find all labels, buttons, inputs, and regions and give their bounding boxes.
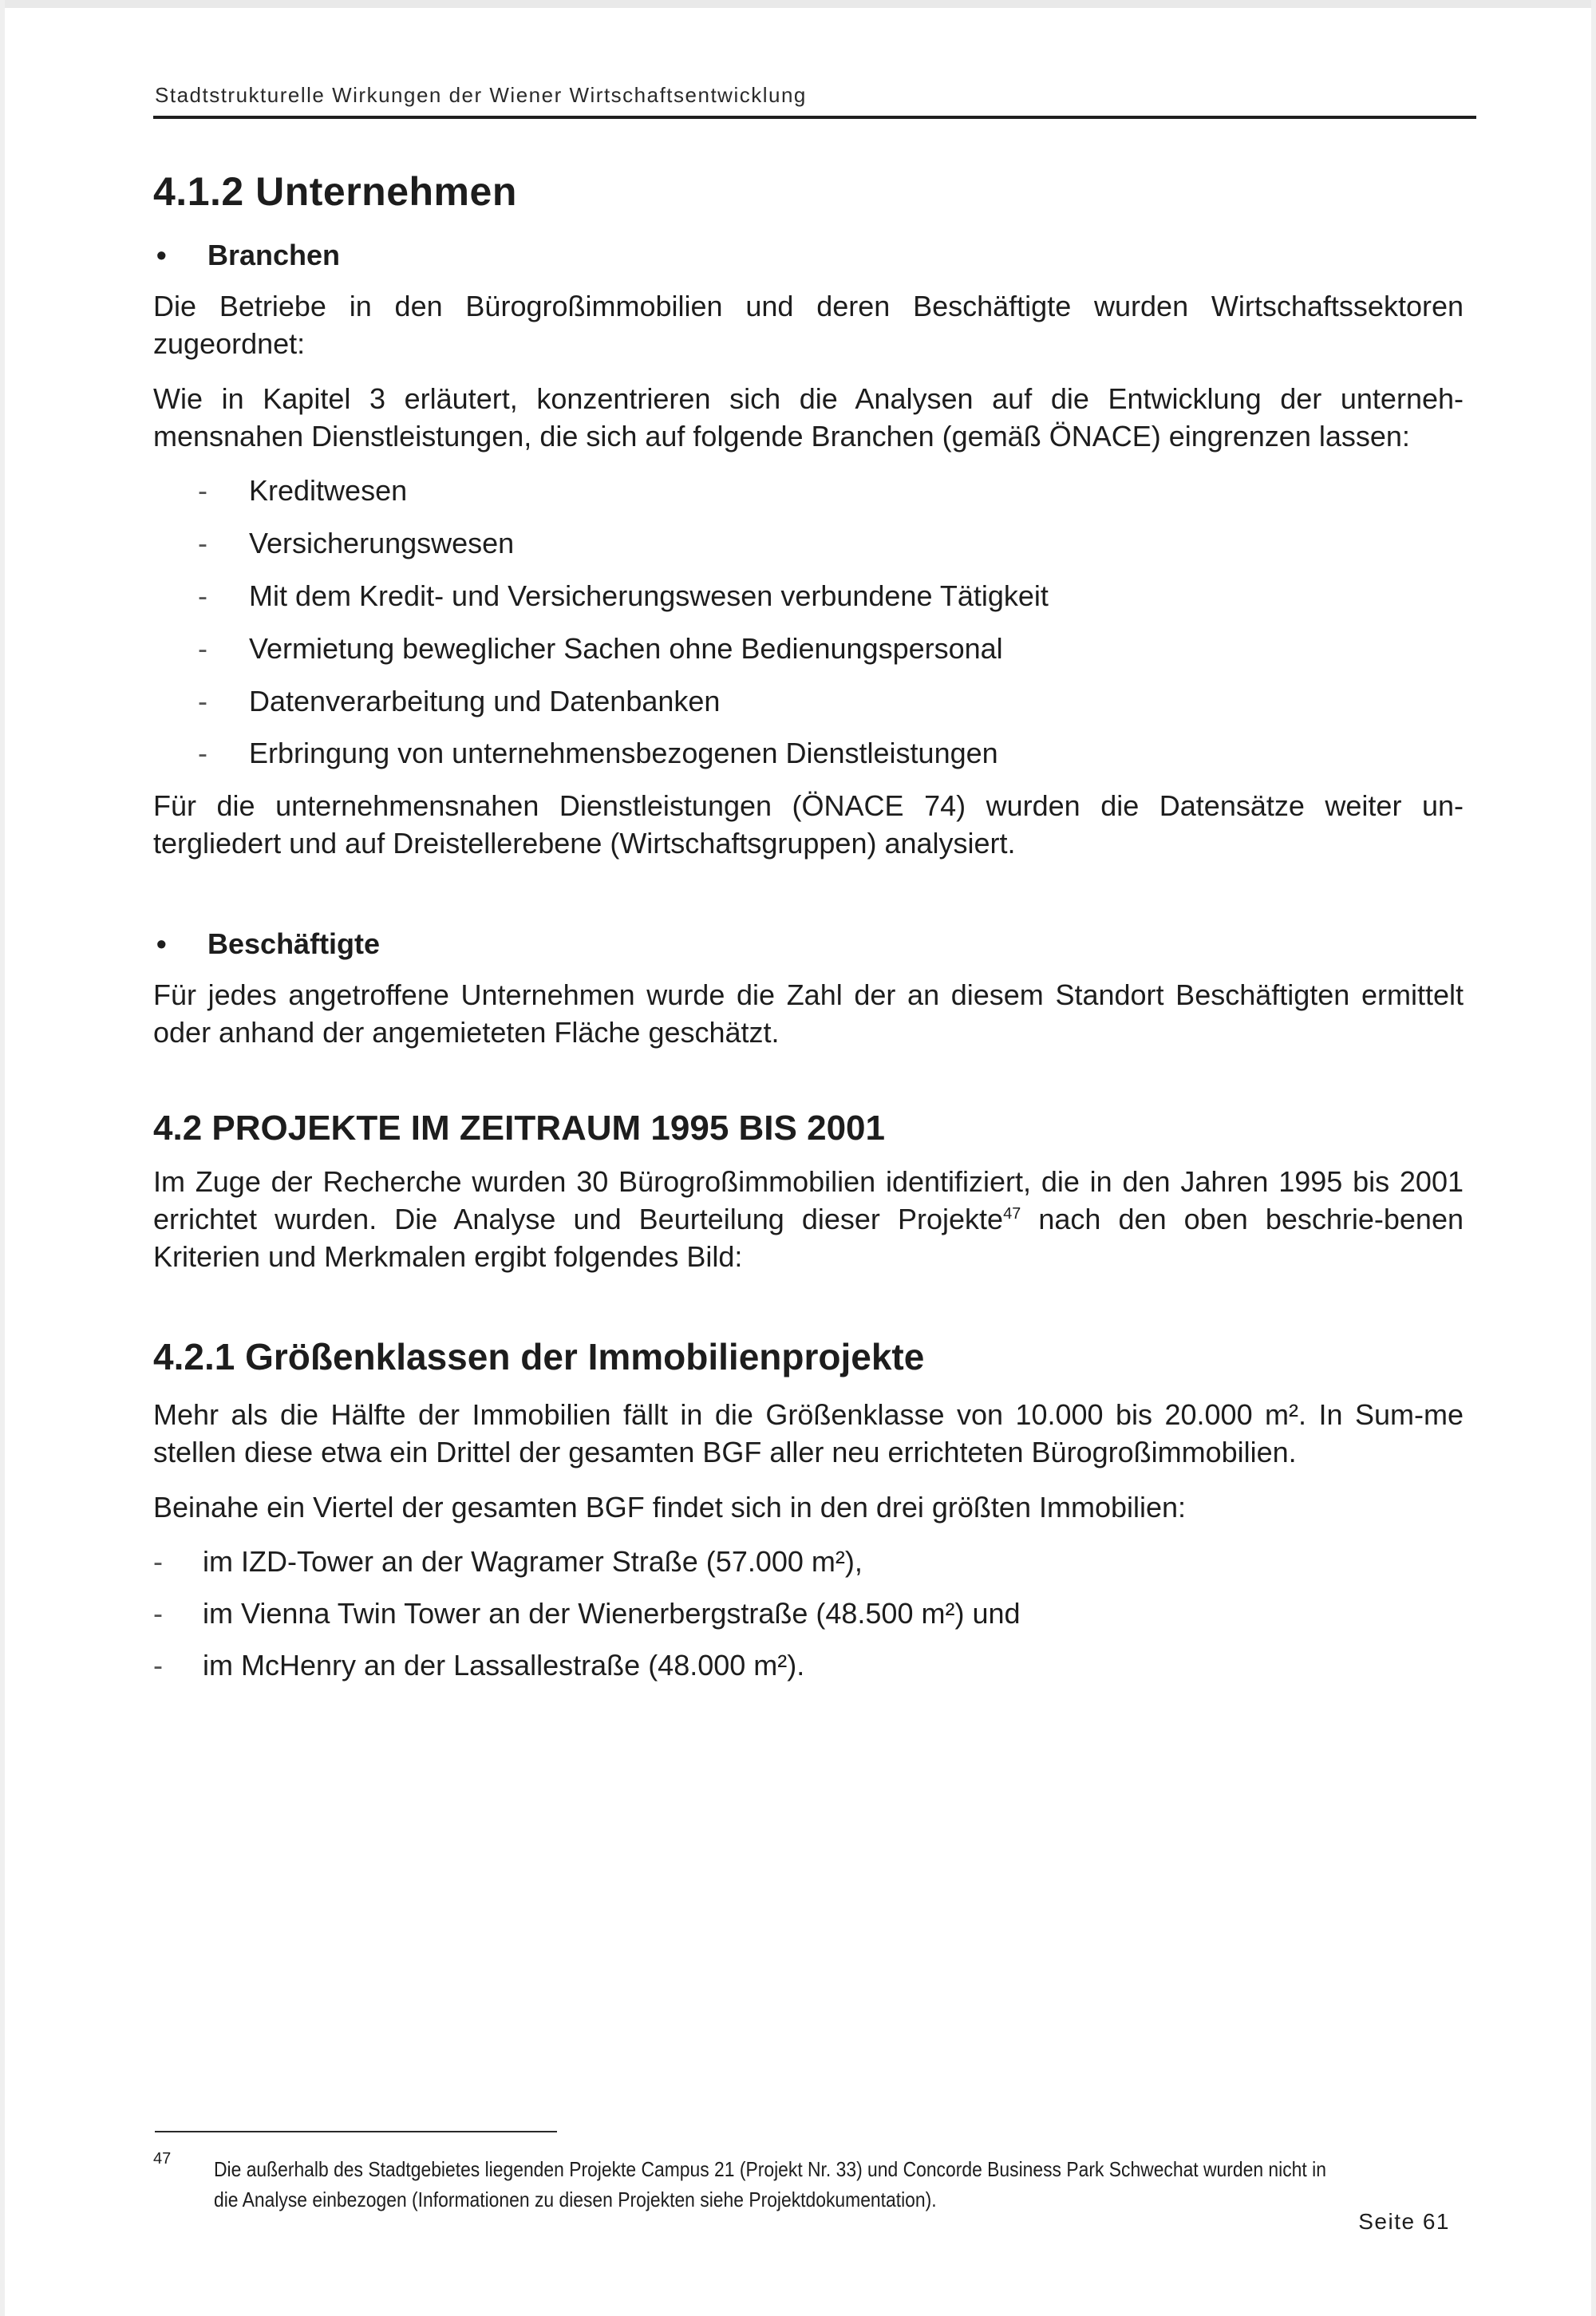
paragraph: Beinahe ein Viertel der gesamten BGF findet sich in den drei größten Immobilien: [153,1490,1187,1524]
list-item: - Vermietung beweglicher Sachen ohne Bedienungspersonal [198,630,1464,668]
list-item: - Mit dem Kredit- und Versicherungswesen verbundene Tätigkeit [198,578,1464,615]
footnote-reference: 47 [1003,1205,1021,1223]
footnote-rule [155,2131,557,2132]
scan-edge-left [0,0,5,2316]
scan-edge-right [1591,0,1596,2316]
largest-buildings-list [153,1543,1464,1684]
list-item: - im IZD-Tower an der Wagramer Straße (57.000 m²), [153,1543,1464,1581]
footnote [153,2150,1478,2215]
list-item: - im McHenry an der Lassallestraße (48.000 m²). [153,1647,1464,1685]
bullet-heading-beschaeftigte [153,927,1464,961]
paragraph: Für die unternehmensnahen Dienstleistungen (ÖNACE 74) wurden die Datensätze weiter un-tergliedert und auf Dreistellerebene (Wirtschaftsgruppen) analysiert. [153,789,1464,860]
page-number: Seite 61 [1358,2209,1450,2234]
running-header: Stadtstrukturelle Wirkungen der Wiener Wirtschaftsentwicklung [155,83,807,107]
dash-icon: - [153,1648,163,1682]
dash-icon: - [198,527,207,560]
bullet-heading-branchen [153,238,1464,272]
dash-icon: - [198,737,207,770]
header-rule [153,116,1476,119]
dash-icon: - [153,1597,163,1630]
list-item: - Datenverarbeitung und Datenbanken [198,683,1464,721]
page-body [153,168,1464,1699]
bullet-icon: • [156,927,167,960]
footnote-text: Die außerhalb des Stadtgebietes liegenden Projekte Campus 21 (Projekt Nr. 33) und Concorde Business Park Schwechat wurden nicht in die Analyse einbezogen (Informationen zu diesen Projekten siehe Projektdokumentation). [214,2157,1326,2211]
list-item: - im Vienna Twin Tower an der Wienerbergstraße (48.500 m²) und [153,1595,1464,1633]
paragraph: Mehr als die Hälfte der Immobilien fällt in die Größenklasse von 10.000 bis 20.000 m². In Sum-me stellen diese etwa ein Drittel der gesamten BGF aller neu errichteten Bürogroßimmobilien. [153,1397,1464,1468]
bullet-icon: • [156,239,167,271]
bullet-heading-text: Branchen [207,239,341,271]
paragraph: Für jedes angetroffene Unternehmen wurde die Zahl der an diesem Standort Beschäftigten ermittelt oder anhand der angemieteten Fläche geschätzt. [153,978,1464,1049]
dash-icon: - [198,684,207,717]
bullet-heading-text: Beschäftigte [207,927,381,960]
paragraph: Im Zuge der Recherche wurden 30 Bürogroßimmobilien identifiziert, die in den Jahren 1995 bis 2001 errichtet wurden. Die Analyse und Beurteilung dieser Projekte$^{47}$ nach den oben beschrie-benen Kriterien und Merkmalen ergibt folgendes Bild: [153,1165,1464,1273]
dash-icon: - [153,1545,163,1579]
scan-edge-top [0,0,1596,8]
list-item: - Kreditwesen [198,472,1464,510]
footnote-number: 47 [153,2150,172,2168]
list-item: - Erbringung von unternehmensbezogenen Dienstleistungen [198,735,1464,773]
heading-4-2-1: 4.2.1 Größenklassen der Immobilienprojekte [153,1335,925,1377]
branchen-list [153,472,1464,773]
paragraph: Die Betriebe in den Bürogroßimmobilien und deren Beschäftigte wurden Wirtschaftssektoren zugeordnet: [153,290,1464,360]
heading-4-2: 4.2 PROJEKTE IM ZEITRAUM 1995 BIS 2001 [153,1108,885,1148]
dash-icon: - [198,579,207,612]
heading-4-1-2: 4.1.2 Unternehmen [153,169,517,214]
dash-icon: - [198,631,207,665]
list-item: - Versicherungswesen [198,525,1464,563]
dash-icon: - [198,474,207,508]
paragraph: Wie in Kapitel 3 erläutert, konzentrieren sich die Analysen auf die Entwicklung der unterneh-mensnahen Dienstleistungen, die sich auf folgende Branchen (gemäß ÖNACE) eingrenzen lassen: [153,381,1464,453]
